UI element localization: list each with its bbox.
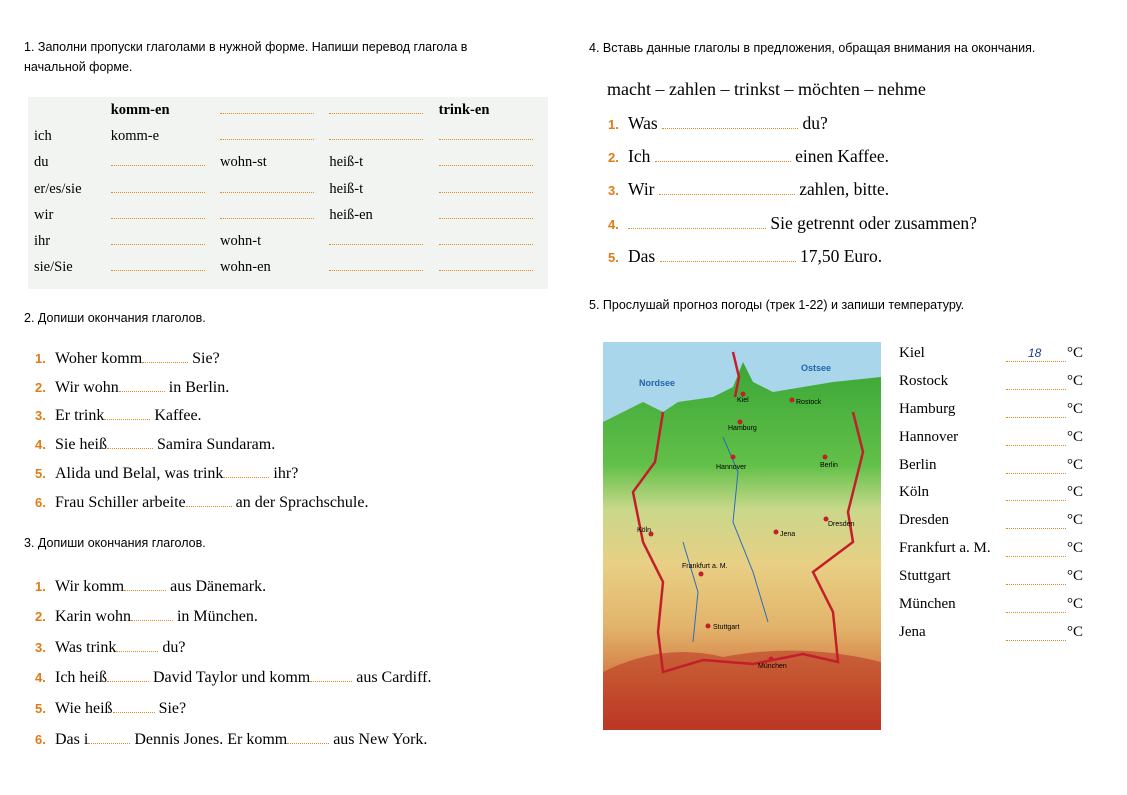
blank-cell[interactable] <box>111 228 220 254</box>
list-item <box>35 729 427 749</box>
pronoun-cell: sie/Sie <box>34 259 73 276</box>
city-name: München <box>899 596 956 612</box>
item-text: Samira Sundaram. <box>157 436 276 453</box>
item-text: an der Sprachschule. <box>235 494 369 511</box>
header-blank-1[interactable] <box>220 97 329 123</box>
item-text: aus Dänemark. <box>170 578 267 595</box>
temperature-input[interactable] <box>1006 598 1066 613</box>
answer-blank[interactable] <box>131 606 173 621</box>
answer-blank[interactable] <box>287 729 329 744</box>
answer-blank[interactable] <box>142 348 188 363</box>
item-text: ihr? <box>273 465 299 482</box>
item-number: 4. <box>35 437 46 452</box>
item-text: aus New York. <box>333 731 428 748</box>
answer-blank[interactable] <box>660 247 796 262</box>
list-item <box>35 667 431 687</box>
label-jena: Jena <box>780 531 796 538</box>
temperature-input[interactable] <box>1006 347 1066 362</box>
table-row <box>28 176 548 202</box>
list-item <box>35 377 229 397</box>
city-name: Kiel <box>899 345 925 361</box>
blank-cell[interactable] <box>111 176 220 202</box>
temperature-input[interactable] <box>1006 375 1066 390</box>
city-name: Dresden <box>899 512 949 528</box>
verb-cell: wohn-t <box>220 233 262 250</box>
item-number: 1. <box>35 351 46 366</box>
temperature-input[interactable] <box>1006 459 1066 474</box>
city-dot-muenchen <box>769 657 774 662</box>
table-row <box>28 150 548 176</box>
task3-title: 3. Допиши окончания глаголов. <box>24 536 206 550</box>
item-number: 5. <box>35 701 46 716</box>
blank-cell[interactable] <box>439 123 548 149</box>
blank-cell[interactable] <box>439 228 548 254</box>
unit-label: °C <box>1067 540 1084 556</box>
header-komm-en: komm-en <box>110 101 170 118</box>
item-text: Das <box>628 246 656 266</box>
answer-blank[interactable] <box>124 576 166 591</box>
item-number: 3. <box>35 640 46 655</box>
list-item <box>35 434 275 454</box>
table-row <box>28 228 548 254</box>
blank-cell[interactable] <box>220 123 329 149</box>
city-name: Hannover <box>899 429 959 445</box>
task1-title-line2: начальной форме. <box>24 60 133 74</box>
item-text: Kaffee. <box>154 407 202 424</box>
unit-label: °C <box>1067 345 1084 361</box>
label-nordsee: Nordsee <box>639 378 676 388</box>
unit-label: °C <box>1067 373 1084 389</box>
temperature-input[interactable] <box>1006 431 1066 446</box>
task5-title: 5. Прослушай прогноз погоды (трек 1-22) и запиши температуру. <box>589 298 965 312</box>
list-item <box>608 146 889 167</box>
item-number: 4. <box>608 217 619 232</box>
header-trink-en: trink-en <box>438 101 490 118</box>
item-text: Was <box>628 113 658 133</box>
answer-blank[interactable] <box>113 698 155 713</box>
city-dot-hannover <box>731 455 736 460</box>
list-item <box>35 576 266 596</box>
blank-cell[interactable] <box>329 228 438 254</box>
blank-cell[interactable] <box>439 150 548 176</box>
pronoun-cell: wir <box>34 206 54 223</box>
temperature-value: 18 <box>1028 346 1042 360</box>
city-name: Stuttgart <box>899 568 951 584</box>
item-text: Sie? <box>192 350 220 367</box>
city-dot-frankfurt <box>699 572 704 577</box>
item-number: 1. <box>608 117 619 132</box>
item-text: 17,50 Euro. <box>799 246 883 266</box>
pronoun-cell: ich <box>34 127 52 144</box>
item-text: Alida und Belal, was trink <box>55 465 224 482</box>
header-blank-2[interactable] <box>329 97 438 123</box>
verb-cell: wohn-st <box>220 154 267 171</box>
label-berlin: Berlin <box>820 462 838 469</box>
unit-label: °C <box>1067 624 1084 640</box>
temperature-input[interactable] <box>1006 403 1066 418</box>
item-text: Wir wohn <box>55 379 119 396</box>
list-item <box>35 698 186 718</box>
blank-cell[interactable] <box>220 202 329 228</box>
table-header-row <box>28 97 548 123</box>
item-text: Sie? <box>158 700 187 717</box>
blank-cell[interactable] <box>329 255 438 281</box>
item-text: du? <box>802 113 828 133</box>
word-bank: macht – zahlen – trinkst – möchten – nehme <box>607 79 926 99</box>
label-ostsee: Ostsee <box>801 363 832 373</box>
list-item <box>608 179 889 200</box>
answer-blank[interactable] <box>628 214 766 229</box>
item-text: Das i <box>55 731 89 748</box>
task1-title-line1: 1. Заполни пропуски глаголами в нужной форме. Напиши перевод глагола в <box>24 40 468 54</box>
unit-label: °C <box>1067 401 1084 417</box>
list-item <box>608 246 882 267</box>
blank-cell[interactable] <box>220 176 329 202</box>
table-row <box>28 202 548 228</box>
item-text: aus Cardiff. <box>356 669 432 686</box>
item-number: 2. <box>35 609 46 624</box>
answer-blank[interactable] <box>186 492 232 507</box>
list-item <box>35 348 220 368</box>
item-text: Wir komm <box>55 578 125 595</box>
item-text: Frau Schiller arbeite <box>55 494 186 511</box>
temperature-input[interactable] <box>1006 626 1066 641</box>
task1-title <box>24 40 467 74</box>
germany-map <box>603 342 881 730</box>
label-rostock: Rostock <box>796 399 822 406</box>
city-name: Hamburg <box>899 401 956 417</box>
list-item <box>608 213 977 234</box>
verb-cell: heiß-t <box>329 154 364 171</box>
label-hannover: Hannover <box>716 464 747 471</box>
temperature-input[interactable] <box>1006 486 1066 501</box>
item-number: 2. <box>608 150 619 165</box>
verb-cell: heiß-en <box>329 206 373 223</box>
answer-blank[interactable] <box>88 729 130 744</box>
answer-blank[interactable] <box>655 147 791 162</box>
answer-blank[interactable] <box>107 667 149 682</box>
city-name: Frankfurt a. M. <box>899 540 991 556</box>
item-number: 3. <box>35 408 46 423</box>
blank-cell[interactable] <box>439 202 548 228</box>
city-dot-rostock <box>790 398 795 403</box>
answer-blank[interactable] <box>116 637 158 652</box>
list-item <box>35 637 185 657</box>
item-text: einen Kaffee. <box>795 146 890 166</box>
item-number: 5. <box>608 250 619 265</box>
list-item <box>608 113 828 134</box>
item-number: 5. <box>35 466 46 481</box>
table-row <box>28 255 548 281</box>
blank-cell[interactable] <box>111 202 220 228</box>
item-text: Er trink <box>55 407 105 424</box>
item-text: Karin wohn <box>55 608 131 625</box>
label-frankfurt: Frankfurt a. M. <box>682 563 728 570</box>
unit-label: °C <box>1067 568 1084 584</box>
answer-blank[interactable] <box>107 434 153 449</box>
answer-blank[interactable] <box>662 114 798 129</box>
blank-cell[interactable] <box>439 255 548 281</box>
unit-label: °C <box>1067 596 1084 612</box>
answer-blank[interactable] <box>119 377 165 392</box>
item-text: David Taylor und komm <box>152 669 311 686</box>
item-text: du? <box>162 639 186 656</box>
label-dresden: Dresden <box>828 521 855 528</box>
temperature-input[interactable] <box>1006 514 1066 529</box>
item-text: Sie getrennt oder zusammen? <box>770 213 977 233</box>
blank-cell[interactable] <box>439 176 548 202</box>
unit-label: °C <box>1067 457 1084 473</box>
list-item <box>35 463 298 483</box>
item-text: Dennis Jones. Er komm <box>134 731 288 748</box>
task2-title: 2. Допиши окончания глаголов. <box>24 311 206 325</box>
answer-blank[interactable] <box>223 463 269 478</box>
item-number: 3. <box>608 183 619 198</box>
city-dot-stuttgart <box>706 624 711 629</box>
list-item <box>35 492 368 512</box>
item-text: Ich <box>628 146 651 166</box>
list-item <box>35 606 258 626</box>
item-number: 6. <box>35 732 46 747</box>
verb-cell: heiß-t <box>329 180 364 197</box>
pronoun-cell: ihr <box>34 233 51 250</box>
label-stuttgart: Stuttgart <box>713 624 740 631</box>
answer-blank[interactable] <box>310 667 352 682</box>
blank-cell[interactable] <box>111 150 220 176</box>
unit-label: °C <box>1067 512 1084 528</box>
answer-blank[interactable] <box>104 405 150 420</box>
city-dot-kiel <box>741 392 746 397</box>
pronoun-cell: er/es/sie <box>34 180 82 197</box>
item-text: Was trink <box>55 639 117 656</box>
table-row <box>28 123 548 149</box>
label-kiel: Kiel <box>737 397 749 404</box>
item-number: 4. <box>35 670 46 685</box>
city-name: Rostock <box>899 373 949 389</box>
item-text: Wie heiß <box>55 700 113 717</box>
unit-label: °C <box>1067 484 1084 500</box>
item-number: 6. <box>35 495 46 510</box>
city-name: Köln <box>899 484 929 500</box>
temperature-input[interactable] <box>1006 570 1066 585</box>
city-name: Berlin <box>899 457 937 473</box>
map-image <box>603 342 881 730</box>
label-muenchen: München <box>758 663 787 670</box>
unit-label: °C <box>1067 429 1084 445</box>
pronoun-cell: du <box>34 154 49 171</box>
list-item <box>35 405 202 425</box>
item-text: Woher komm <box>55 350 143 367</box>
city-dot-berlin <box>823 455 828 460</box>
task4-title: 4. Вставь данные глаголы в предложения, обращая внимания на окончания. <box>589 41 1036 55</box>
item-text: Ich heiß <box>55 669 107 686</box>
city-name: Jena <box>899 624 926 640</box>
city-dot-jena <box>774 530 779 535</box>
item-text: Sie heiß <box>55 436 107 453</box>
item-text: in Berlin. <box>168 379 230 396</box>
item-number: 1. <box>35 579 46 594</box>
label-koeln: Köln <box>637 527 652 534</box>
blank-cell[interactable] <box>329 123 438 149</box>
blank-cell[interactable] <box>111 255 220 281</box>
label-hamburg: Hamburg <box>728 425 757 432</box>
verb-table <box>28 97 548 289</box>
verb-cell: wohn-en <box>220 259 271 276</box>
temperature-input[interactable] <box>1006 542 1066 557</box>
item-text: zahlen, bitte. <box>799 179 890 199</box>
item-number: 2. <box>35 380 46 395</box>
item-text: in München. <box>176 608 258 625</box>
city-dot-hamburg <box>738 420 743 425</box>
verb-cell: komm-e <box>110 127 160 144</box>
answer-blank[interactable] <box>659 180 795 195</box>
item-text: Wir <box>628 179 655 199</box>
